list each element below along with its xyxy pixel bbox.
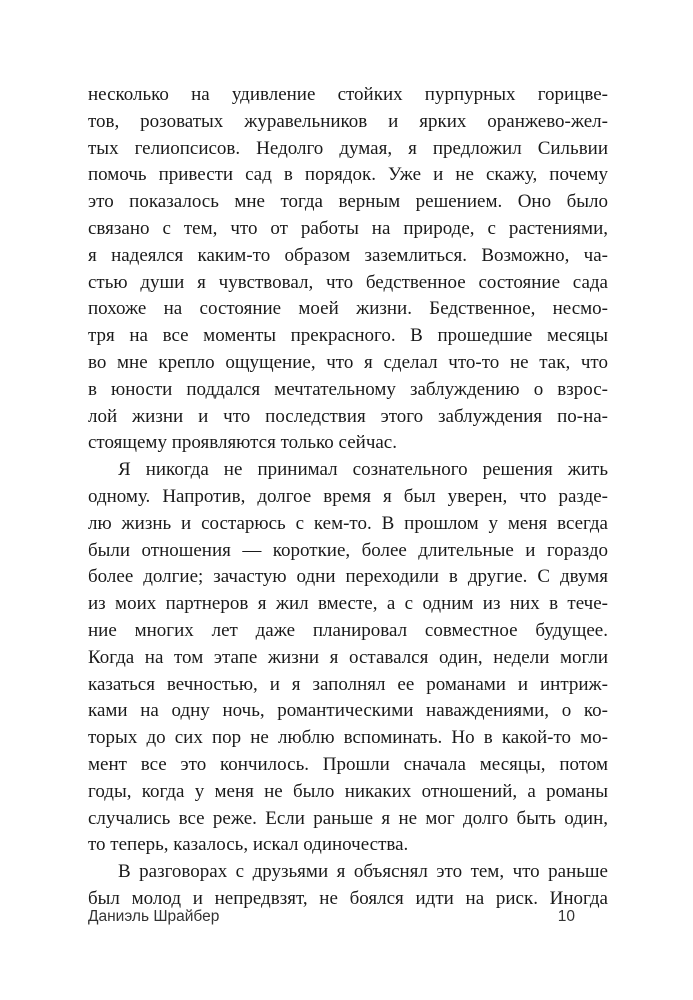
text-line: годы, когда у меня не было никаких отношений, а романы [88, 780, 608, 802]
text-line: лю жизнь и состарюсь с кем-то. В прошлом у меня всегда [88, 512, 608, 534]
text-line: в юности поддался мечтательному заблуждению о взрос- [88, 378, 608, 400]
text-line: лой жизни и что последствия этого заблуждения по-на- [88, 405, 608, 427]
page-number: 10 [557, 908, 575, 925]
text-line: связано с тем, что от работы на природе, с растениями, [88, 217, 608, 239]
footer-author: Даниэль Шрайбер [88, 908, 220, 925]
text-line: был молод и непредвзят, не боялся идти на риск. Иногда [88, 887, 608, 909]
text-line: Когда на том этапе жизни я оставался один, недели могли [88, 646, 608, 668]
text-line: стоящему проявляются только сейчас. [88, 432, 397, 454]
text-line: из моих партнеров я жил вместе, а с одним из них в тече- [88, 593, 608, 615]
text-line: торых до сих пор не люблю вспоминать. Но в какой-то мо- [88, 727, 608, 749]
text-line: более долгие; зачастую одни переходили в другие. С двумя [88, 566, 608, 588]
text-line: были отношения — короткие, более длительные и гораздо [88, 539, 608, 561]
text-line: казаться вечностью, и я заполнял ее романами и интриж- [88, 673, 608, 695]
text-line: ние многих лет даже планировал совместное будущее. [88, 619, 608, 641]
text-line: Я никогда не принимал сознательного решения жить [118, 459, 608, 481]
text-line: тов, розоватых журавельников и ярких оранжево-жел- [88, 110, 608, 132]
text-line: одному. Напротив, долгое время я был уверен, что разде- [88, 485, 608, 507]
text-line: я надеялся каким-то образом заземлиться. Возможно, ча- [88, 244, 608, 266]
text-line: во мне крепло ощущение, что я сделал что-то не так, что [88, 351, 608, 373]
text-line: ками на одну ночь, романтическими наваждениями, о ко- [88, 700, 608, 722]
text-line: тря на все моменты прекрасного. В прошедшие месяцы [88, 325, 608, 347]
text-line: тых гелиопсисов. Недолго думая, я предложил Сильвии [88, 137, 608, 159]
text-line: помочь привести сад в порядок. Уже и не скажу, почему [88, 164, 608, 186]
text-line: это показалось мне тогда верным решением. Оно было [88, 191, 608, 213]
text-line: то теперь, казалось, искал одиночества. [88, 834, 409, 856]
text-line: похоже на состояние моей жизни. Бедственное, несмо- [88, 298, 608, 320]
text-line: стью души я чувствовал, что бедственное состояние сада [88, 271, 608, 293]
body-text [88, 82, 608, 913]
text-line: несколько на удивление стойких пурпурных горицве- [88, 84, 608, 105]
text-line: случались все реже. Если раньше я не мог долго быть один, [88, 807, 608, 829]
text-line: мент все это кончилось. Прошли сначала месяцы, потом [88, 753, 608, 775]
text-line: В разговорах с друзьями я объяснял это тем, что раньше [118, 861, 608, 883]
